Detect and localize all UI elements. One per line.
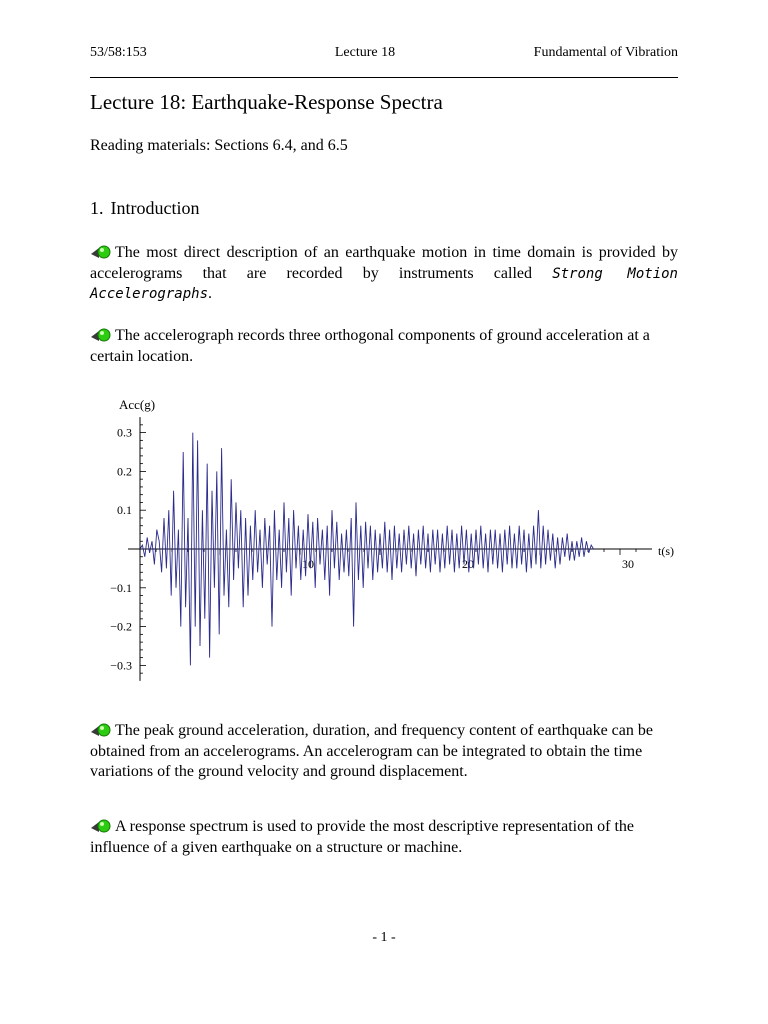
section-heading bbox=[90, 198, 199, 219]
bullet-icon bbox=[90, 326, 112, 342]
page-header bbox=[90, 45, 678, 65]
y-tick-label: 0.1 bbox=[117, 503, 132, 518]
section-title: Introduction bbox=[110, 198, 200, 218]
bullet-icon bbox=[90, 243, 112, 259]
y-tick-label: −0.2 bbox=[110, 619, 132, 634]
strong-motion-accelerographs-term: Strong Motion Accelerographs bbox=[90, 265, 678, 302]
section-number: 1. bbox=[90, 198, 104, 218]
course-title: Fundamental of Vibration bbox=[533, 45, 678, 60]
paragraph-2: The accelerograph records three orthogonal components of ground acceleration at a certain location. bbox=[90, 327, 650, 365]
paragraph-4: A response spectrum is used to provide the most descriptive representation of the influence of a given earthquake on a structure or machine. bbox=[90, 818, 634, 856]
paragraph-1: The most direct description of an earthquake motion in time domain is provided by accelerograms that are recorded by instruments called Strong Motion Accelerographs. bbox=[90, 244, 678, 302]
accelerogram-chart bbox=[100, 390, 690, 690]
y-tick-label: 0.3 bbox=[117, 425, 132, 440]
bullet-icon bbox=[90, 817, 112, 833]
y-tick-label: −0.1 bbox=[110, 580, 132, 595]
course-number: 53/58:153 bbox=[90, 45, 147, 60]
y-tick-label: 0.2 bbox=[117, 464, 132, 479]
header-rule bbox=[90, 77, 678, 78]
x-tick-label: 20 bbox=[462, 557, 474, 571]
x-tick-label: 10 bbox=[302, 557, 314, 571]
x-tick-label: 30 bbox=[622, 557, 634, 571]
paragraph-3: The peak ground acceleration, duration, and frequency content of earthquake can be obtained from an accelerograms. An accelerogram can be integrated to obtain the time variations of the ground velocity and ground displacement. bbox=[90, 722, 653, 780]
y-axis-label: Acc(g) bbox=[119, 397, 156, 412]
x-axis-label: t(s) bbox=[658, 544, 674, 558]
page-title: Lecture 18: Earthquake-Response Spectra bbox=[90, 90, 443, 114]
lecture-label: Lecture 18 bbox=[334, 45, 396, 60]
bullet-icon bbox=[90, 721, 112, 737]
y-tick-label: −0.3 bbox=[110, 658, 132, 673]
page-number: - 1 - bbox=[372, 930, 396, 945]
reading-materials: Reading materials: Sections 6.4, and 6.5 bbox=[90, 137, 348, 154]
